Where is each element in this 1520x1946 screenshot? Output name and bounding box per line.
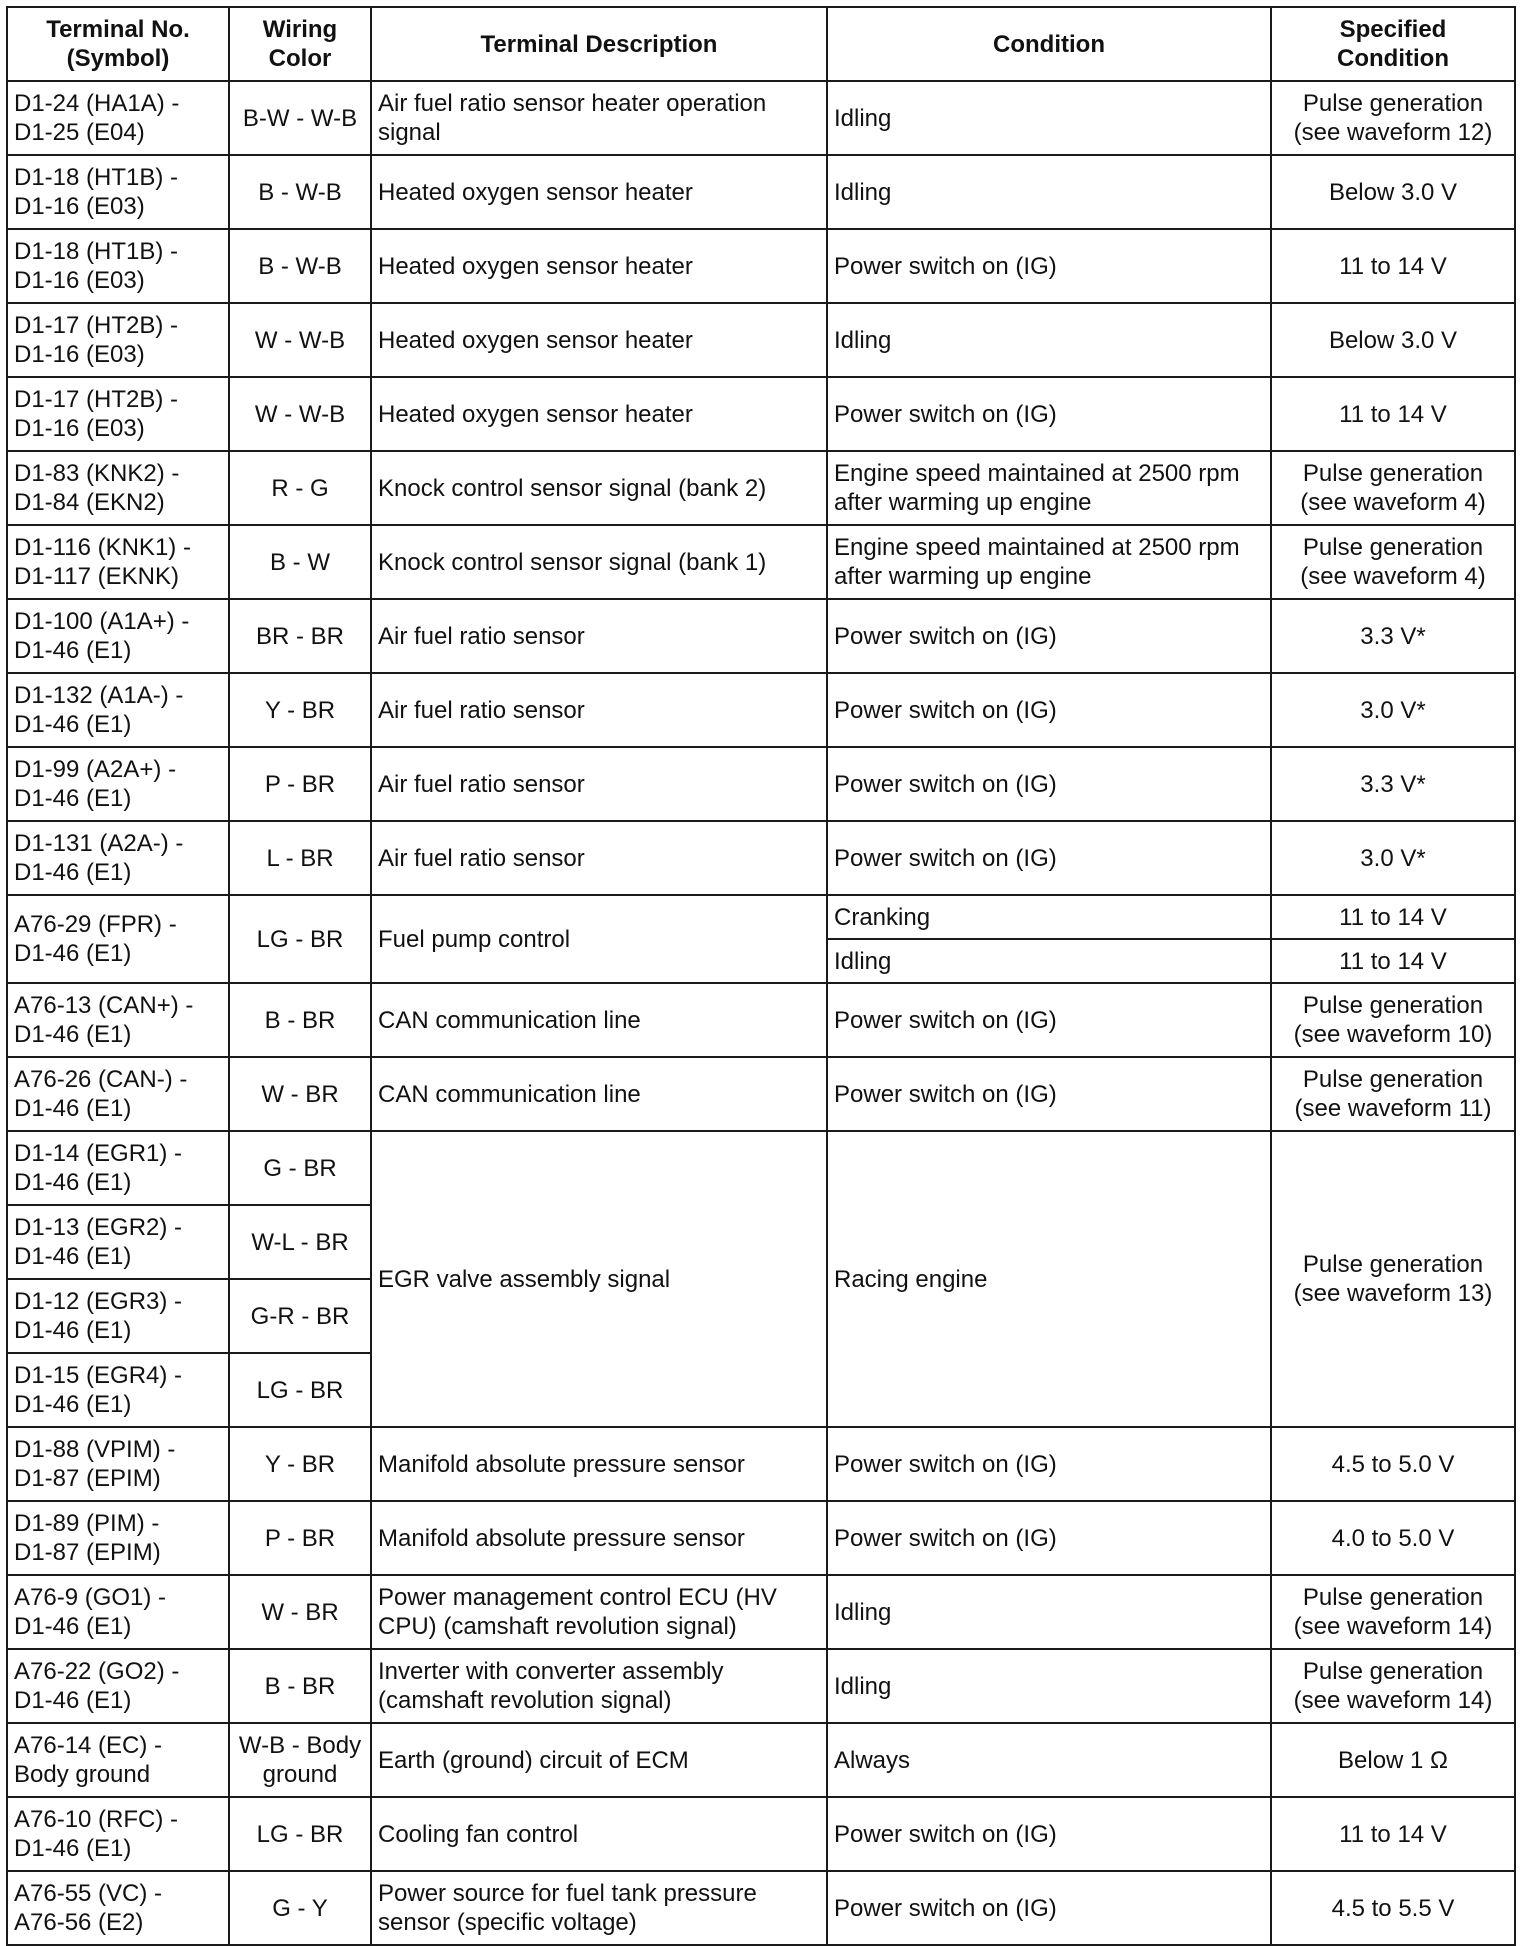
header-terminal-description: Terminal Description xyxy=(371,7,827,81)
description-cell: Air fuel ratio sensor xyxy=(371,673,827,747)
wiring-cell: W-L - BR xyxy=(229,1205,371,1279)
description-cell: EGR valve assembly signal xyxy=(371,1131,827,1427)
condition-cell: Engine speed maintained at 2500 rpm after warming up engine xyxy=(827,525,1271,599)
terminal-cell: A76-9 (GO1) - D1-46 (E1) xyxy=(7,1575,229,1649)
condition-cell: Power switch on (IG) xyxy=(827,599,1271,673)
condition-cell: Idling xyxy=(827,1649,1271,1723)
condition-cell: Always xyxy=(827,1723,1271,1797)
description-cell: CAN communication line xyxy=(371,1057,827,1131)
wiring-cell: W-B - Body ground xyxy=(229,1723,371,1797)
table-row xyxy=(7,1649,1515,1723)
wiring-cell: R - G xyxy=(229,451,371,525)
specified-cell: 4.0 to 5.0 V xyxy=(1271,1501,1515,1575)
terminal-cell: D1-132 (A1A-) - D1-46 (E1) xyxy=(7,673,229,747)
specified-cell: Pulse generation (see waveform 14) xyxy=(1271,1649,1515,1723)
specified-cell: Below 3.0 V xyxy=(1271,303,1515,377)
terminal-cell: D1-17 (HT2B) - D1-16 (E03) xyxy=(7,377,229,451)
terminal-cell: A76-26 (CAN-) - D1-46 (E1) xyxy=(7,1057,229,1131)
header-specified-condition: Specified Condition xyxy=(1271,7,1515,81)
specified-cell: 3.0 V* xyxy=(1271,821,1515,895)
specified-cell: 4.5 to 5.0 V xyxy=(1271,1427,1515,1501)
wiring-cell: Y - BR xyxy=(229,673,371,747)
terminal-cell: D1-88 (VPIM) - D1-87 (EPIM) xyxy=(7,1427,229,1501)
wiring-cell: BR - BR xyxy=(229,599,371,673)
condition-cell: Idling xyxy=(827,81,1271,155)
table-row xyxy=(7,747,1515,821)
description-cell: Inverter with converter assembly (camshaft revolution signal) xyxy=(371,1649,827,1723)
terminal-cell: D1-18 (HT1B) - D1-16 (E03) xyxy=(7,155,229,229)
table-row xyxy=(7,599,1515,673)
description-cell: Power source for fuel tank pressure sensor (specific voltage) xyxy=(371,1871,827,1945)
description-cell: Heated oxygen sensor heater xyxy=(371,155,827,229)
table-row xyxy=(7,451,1515,525)
condition-cell: Racing engine xyxy=(827,1131,1271,1427)
terminal-cell: D1-83 (KNK2) - D1-84 (EKN2) xyxy=(7,451,229,525)
condition-cell: Power switch on (IG) xyxy=(827,1427,1271,1501)
wiring-cell: W - W-B xyxy=(229,303,371,377)
description-cell: Knock control sensor signal (bank 1) xyxy=(371,525,827,599)
condition-cell: Power switch on (IG) xyxy=(827,1501,1271,1575)
specified-cell: 11 to 14 V xyxy=(1271,939,1515,983)
table-header-row xyxy=(7,7,1515,81)
terminal-cell: D1-17 (HT2B) - D1-16 (E03) xyxy=(7,303,229,377)
wiring-cell: LG - BR xyxy=(229,895,371,983)
header-terminal: Terminal No. (Symbol) xyxy=(7,7,229,81)
description-cell: Manifold absolute pressure sensor xyxy=(371,1427,827,1501)
terminal-cell: D1-15 (EGR4) - D1-46 (E1) xyxy=(7,1353,229,1427)
table-row xyxy=(7,303,1515,377)
wiring-cell: B - BR xyxy=(229,1649,371,1723)
terminal-cell: A76-29 (FPR) - D1-46 (E1) xyxy=(7,895,229,983)
terminal-cell: A76-22 (GO2) - D1-46 (E1) xyxy=(7,1649,229,1723)
specified-cell: Pulse generation (see waveform 14) xyxy=(1271,1575,1515,1649)
terminal-cell: D1-99 (A2A+) - D1-46 (E1) xyxy=(7,747,229,821)
specified-cell: 4.5 to 5.5 V xyxy=(1271,1871,1515,1945)
description-cell: Earth (ground) circuit of ECM xyxy=(371,1723,827,1797)
terminal-cell: D1-13 (EGR2) - D1-46 (E1) xyxy=(7,1205,229,1279)
specified-cell: 11 to 14 V xyxy=(1271,895,1515,939)
specified-cell: Pulse generation (see waveform 4) xyxy=(1271,525,1515,599)
wiring-cell: W - W-B xyxy=(229,377,371,451)
terminal-spec-sheet xyxy=(6,6,1516,1946)
condition-cell: Power switch on (IG) xyxy=(827,229,1271,303)
description-cell: CAN communication line xyxy=(371,983,827,1057)
description-cell: Heated oxygen sensor heater xyxy=(371,303,827,377)
table-row-fuel-pump xyxy=(7,895,1515,939)
terminal-cell: A76-10 (RFC) - D1-46 (E1) xyxy=(7,1797,229,1871)
terminal-cell: A76-55 (VC) - A76-56 (E2) xyxy=(7,1871,229,1945)
terminal-cell: D1-12 (EGR3) - D1-46 (E1) xyxy=(7,1279,229,1353)
condition-cell: Power switch on (IG) xyxy=(827,377,1271,451)
description-cell: Air fuel ratio sensor xyxy=(371,747,827,821)
specified-cell: Pulse generation (see waveform 10) xyxy=(1271,983,1515,1057)
specified-cell: Pulse generation (see waveform 4) xyxy=(1271,451,1515,525)
condition-cell: Power switch on (IG) xyxy=(827,1871,1271,1945)
terminal-cell: A76-14 (EC) - Body ground xyxy=(7,1723,229,1797)
specified-cell: 3.3 V* xyxy=(1271,599,1515,673)
terminal-cell: D1-18 (HT1B) - D1-16 (E03) xyxy=(7,229,229,303)
description-cell: Fuel pump control xyxy=(371,895,827,983)
description-cell: Heated oxygen sensor heater xyxy=(371,377,827,451)
wiring-cell: L - BR xyxy=(229,821,371,895)
specified-cell: Pulse generation (see waveform 11) xyxy=(1271,1057,1515,1131)
table-row xyxy=(7,229,1515,303)
table-row-egr xyxy=(7,1131,1515,1205)
wiring-cell: LG - BR xyxy=(229,1797,371,1871)
condition-cell: Idling xyxy=(827,939,1271,983)
wiring-cell: B-W - W-B xyxy=(229,81,371,155)
header-condition: Condition xyxy=(827,7,1271,81)
terminal-cell: D1-131 (A2A-) - D1-46 (E1) xyxy=(7,821,229,895)
table-row xyxy=(7,673,1515,747)
condition-cell: Power switch on (IG) xyxy=(827,673,1271,747)
wiring-cell: G - BR xyxy=(229,1131,371,1205)
wiring-cell: P - BR xyxy=(229,747,371,821)
table-row xyxy=(7,1871,1515,1945)
condition-cell: Engine speed maintained at 2500 rpm after warming up engine xyxy=(827,451,1271,525)
terminal-cell: D1-116 (KNK1) - D1-117 (EKNK) xyxy=(7,525,229,599)
wiring-cell: G-R - BR xyxy=(229,1279,371,1353)
table-row xyxy=(7,1501,1515,1575)
condition-cell: Idling xyxy=(827,303,1271,377)
specified-cell: 3.3 V* xyxy=(1271,747,1515,821)
description-cell: Power management control ECU (HV CPU) (camshaft revolution signal) xyxy=(371,1575,827,1649)
condition-cell: Idling xyxy=(827,1575,1271,1649)
wiring-cell: P - BR xyxy=(229,1501,371,1575)
condition-cell: Power switch on (IG) xyxy=(827,821,1271,895)
table-row xyxy=(7,1723,1515,1797)
specified-cell: Below 3.0 V xyxy=(1271,155,1515,229)
wiring-cell: B - BR xyxy=(229,983,371,1057)
table-row xyxy=(7,81,1515,155)
description-cell: Cooling fan control xyxy=(371,1797,827,1871)
wiring-cell: G - Y xyxy=(229,1871,371,1945)
wiring-cell: W - BR xyxy=(229,1057,371,1131)
terminal-cell: D1-24 (HA1A) - D1-25 (E04) xyxy=(7,81,229,155)
description-cell: Knock control sensor signal (bank 2) xyxy=(371,451,827,525)
table-row xyxy=(7,821,1515,895)
wiring-cell: LG - BR xyxy=(229,1353,371,1427)
description-cell: Air fuel ratio sensor heater operation signal xyxy=(371,81,827,155)
wiring-cell: B - W-B xyxy=(229,155,371,229)
specified-cell: Pulse generation (see waveform 12) xyxy=(1271,81,1515,155)
specified-cell: 11 to 14 V xyxy=(1271,229,1515,303)
terminal-cell: D1-14 (EGR1) - D1-46 (E1) xyxy=(7,1131,229,1205)
terminal-spec-table xyxy=(6,6,1516,1946)
specified-cell: 3.0 V* xyxy=(1271,673,1515,747)
wiring-cell: B - W-B xyxy=(229,229,371,303)
condition-cell: Power switch on (IG) xyxy=(827,1797,1271,1871)
terminal-cell: D1-100 (A1A+) - D1-46 (E1) xyxy=(7,599,229,673)
terminal-cell: D1-89 (PIM) - D1-87 (EPIM) xyxy=(7,1501,229,1575)
specified-cell: 11 to 14 V xyxy=(1271,377,1515,451)
condition-cell: Power switch on (IG) xyxy=(827,747,1271,821)
table-row xyxy=(7,377,1515,451)
header-wiring-color: Wiring Color xyxy=(229,7,371,81)
table-row xyxy=(7,525,1515,599)
specified-cell: Below 1 Ω xyxy=(1271,1723,1515,1797)
specified-cell: 11 to 14 V xyxy=(1271,1797,1515,1871)
terminal-cell: A76-13 (CAN+) - D1-46 (E1) xyxy=(7,983,229,1057)
table-row xyxy=(7,1575,1515,1649)
condition-cell: Power switch on (IG) xyxy=(827,1057,1271,1131)
table-row xyxy=(7,155,1515,229)
condition-cell: Cranking xyxy=(827,895,1271,939)
table-row xyxy=(7,1427,1515,1501)
wiring-cell: W - BR xyxy=(229,1575,371,1649)
description-cell: Manifold absolute pressure sensor xyxy=(371,1501,827,1575)
table-row xyxy=(7,983,1515,1057)
table-row xyxy=(7,1797,1515,1871)
description-cell: Heated oxygen sensor heater xyxy=(371,229,827,303)
table-row xyxy=(7,1057,1515,1131)
specified-cell: Pulse generation (see waveform 13) xyxy=(1271,1131,1515,1427)
wiring-cell: B - W xyxy=(229,525,371,599)
wiring-cell: Y - BR xyxy=(229,1427,371,1501)
description-cell: Air fuel ratio sensor xyxy=(371,599,827,673)
description-cell: Air fuel ratio sensor xyxy=(371,821,827,895)
condition-cell: Idling xyxy=(827,155,1271,229)
condition-cell: Power switch on (IG) xyxy=(827,983,1271,1057)
